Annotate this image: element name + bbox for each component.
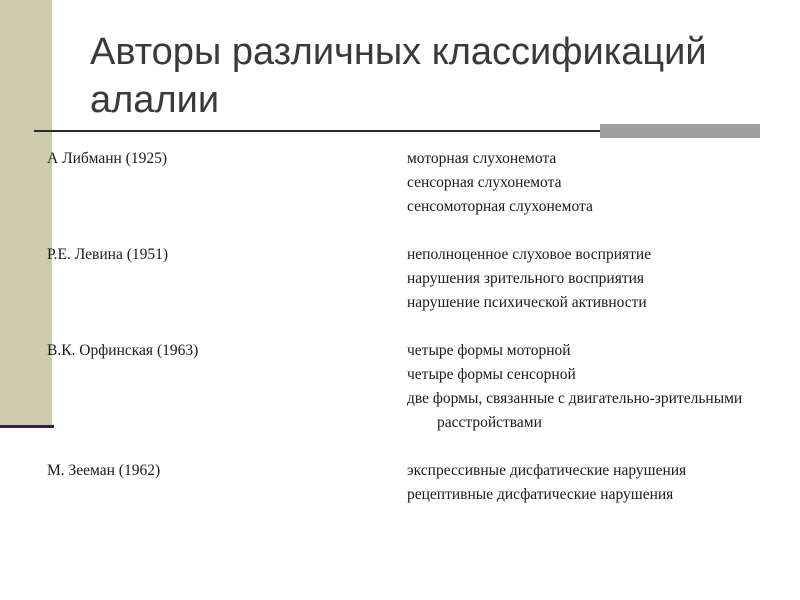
author-name: В.К. Орфинская (1963) — [47, 342, 199, 359]
type-list — [407, 243, 787, 315]
type-item: нарушение психической активности — [407, 294, 647, 311]
type-list — [407, 147, 787, 219]
type-item: сенсорная слухонемота — [407, 174, 562, 191]
classification-list — [47, 147, 787, 531]
type-item: моторная слухонемота — [407, 150, 557, 167]
slide-title-line-1: Авторы различных классификаций — [90, 31, 707, 73]
classification-row-orfinskaya — [47, 339, 787, 435]
author-name: А Либманн (1925) — [47, 150, 167, 167]
classification-row-libmann — [47, 147, 787, 219]
classification-row-zeeman — [47, 459, 787, 507]
type-item: нарушения зрительного восприятия — [407, 270, 645, 287]
author-name: Р.Е. Левина (1951) — [47, 246, 169, 263]
type-item: рецептивные дисфатические нарушения — [407, 486, 674, 503]
classification-row-levina — [47, 243, 787, 315]
type-list — [407, 339, 787, 435]
slide-title — [90, 28, 770, 124]
type-item: сенсомоторная слухонемота — [407, 198, 593, 215]
type-list — [407, 459, 787, 507]
type-item: неполноценное слуховое восприятие — [407, 246, 652, 263]
side-bar-edge — [0, 425, 54, 428]
author-name: М. Зееман (1962) — [47, 462, 161, 479]
type-item: четыре формы сенсорной — [407, 366, 576, 383]
divider-accent-block — [600, 124, 760, 138]
type-item: две формы, связанные с двигательно-зрительными расстройствами — [407, 390, 743, 431]
slide-title-line-2: алалии — [90, 79, 220, 121]
decorative-side-bar — [0, 0, 52, 425]
type-item: экспрессивные дисфатические нарушения — [407, 462, 687, 479]
type-item: четыре формы моторной — [407, 342, 571, 359]
